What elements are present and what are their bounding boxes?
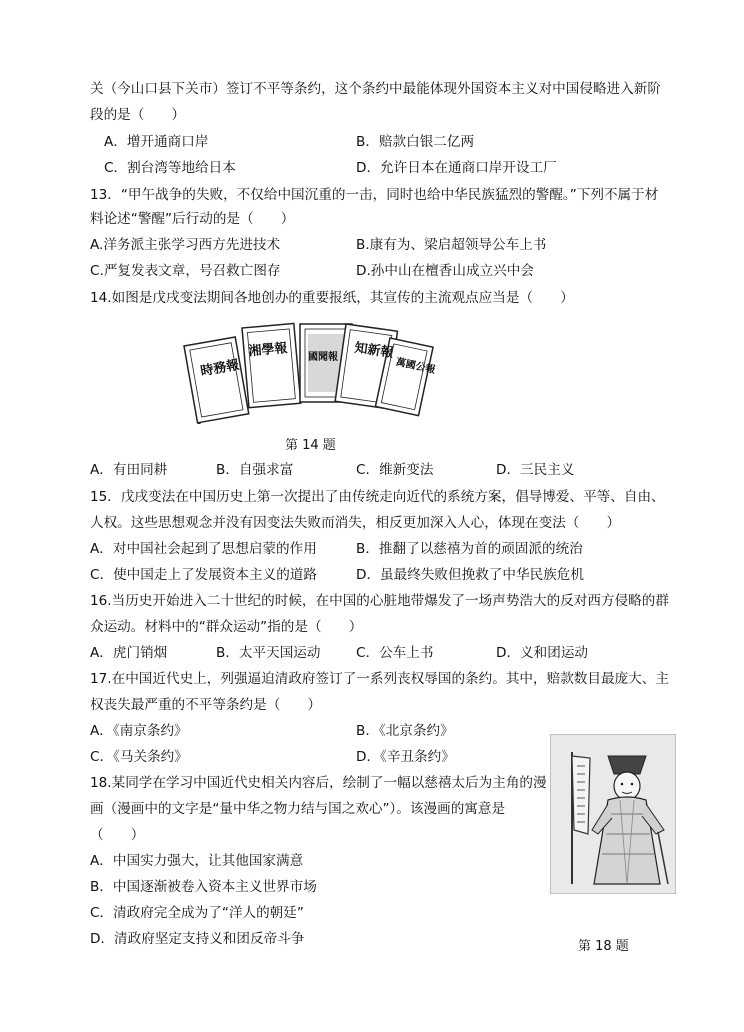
option-b: B．推翻了以慈禧为首的顽固派的统治 — [356, 541, 583, 557]
option-c: C．清政府完全成为了“洋人的朝廷” — [90, 905, 304, 921]
option-c: C．使中国走上了发展资本主义的道路 — [90, 567, 317, 583]
question-text: 关（今山口县下关市）签订不平等条约，这个条约中最能体现外国资本主义对中国侵略进入新阶 — [90, 81, 661, 97]
question-18-text: 画（漫画中的文字是“量中华之物力结与国之欢心”）。该漫画的寓意是 — [90, 801, 506, 817]
option-d: D．清政府坚定支持义和团反帝斗争 — [90, 931, 305, 947]
question-16-text: 16.当历史开始进入二十世纪的时候，在中国的心脏地带爆发了一场声势浩大的反对西方侵略的群 — [90, 593, 669, 609]
option-d: D．义和团运动 — [496, 645, 589, 661]
newspaper-title: 湘學報 — [247, 341, 289, 360]
option-c: C．维新变法 — [356, 462, 434, 478]
option-a: A．虎门销烟 — [90, 645, 168, 661]
newspaper-title: 萬國公報 — [394, 356, 437, 377]
option-a: A．《南京条约》 — [90, 723, 188, 739]
option-b: B．中国逐渐被卷入资本主义世界市场 — [90, 879, 317, 895]
figure-caption: 第 18 题 — [578, 939, 629, 954]
question-15-text: 人权。这些思想观念并没有因变法失败而消失，相反更加深入人心，体现在变法（ ） — [90, 515, 621, 531]
option-b: B．太平天国运动 — [216, 645, 321, 661]
newspaper-title: 知新報 — [353, 340, 395, 362]
option-a: A．中国实力强大，让其他国家满意 — [90, 853, 304, 869]
option-d: D．三民主义 — [496, 462, 575, 478]
option-b: B．自强求富 — [216, 462, 294, 478]
option-a: A．有田同耕 — [90, 462, 168, 478]
option-d: D．虽最终失败但挽救了中华民族危机 — [356, 567, 584, 583]
question-17-text: 权丧失最严重的不平等条约是（ ） — [90, 697, 322, 713]
question-16-text: 众运动。材料中的“群众运动”指的是（ ） — [90, 619, 363, 635]
option-a: A．增开通商口岸 — [104, 134, 209, 150]
question-13-text: 料论述“警醒”后行动的是（ ） — [90, 211, 295, 227]
option-b: B．《北京条约》 — [356, 723, 454, 739]
question-17-text: 17.在中国近代史上，列强逼迫清政府签订了一系列丧权辱国的条约。其中，赔款数目最庞大、主 — [90, 671, 669, 687]
question-18-text: （ ） — [90, 827, 145, 843]
question-18-text: 18.某同学在学习中国近代史相关内容后，绘制了一幅以慈禧太后为主角的漫 — [90, 775, 547, 791]
option-c: C．割台湾等地给日本 — [104, 160, 236, 176]
newspaper-title: 國聞報 — [308, 352, 338, 363]
option-b: B.康有为、梁启超领导公车上书 — [356, 237, 547, 253]
newspaper-title: 時務報 — [199, 357, 241, 380]
figure-caption: 第 14 题 — [285, 438, 336, 453]
option-c: C.严复发表文章，号召救亡图存 — [90, 263, 281, 279]
question-14-text: 14.如图是戊戌变法期间各地创办的重要报纸，其宣传的主流观点应当是（ ） — [90, 290, 574, 306]
question-text: 段的是（ ） — [90, 107, 186, 123]
option-c: C．公车上书 — [356, 645, 434, 661]
option-b: B．赔款白银二亿两 — [356, 134, 475, 150]
option-a: A.洋务派主张学习西方先进技术 — [90, 237, 281, 253]
cixi-cartoon-image — [550, 734, 676, 894]
option-a: A．对中国社会起到了思想启蒙的作用 — [90, 541, 317, 557]
option-c: C．《马关条约》 — [90, 749, 188, 765]
question-15-text: 15．戊戌变法在中国历史上第一次提出了由传统走向近代的系统方案，倡导博爱、平等、自由、 — [90, 489, 665, 505]
question-13-text: 13．“甲午战争的失败，不仅给中国沉重的一击，同时也给中华民族猛烈的警醒。”下列不属于材 — [90, 187, 659, 203]
option-d: D．允许日本在通商口岸开设工厂 — [356, 160, 557, 176]
option-d: D.孙中山在檀香山成立兴中会 — [356, 263, 534, 279]
newspapers-figure — [180, 318, 440, 424]
option-d: D．《辛丑条约》 — [356, 749, 455, 765]
